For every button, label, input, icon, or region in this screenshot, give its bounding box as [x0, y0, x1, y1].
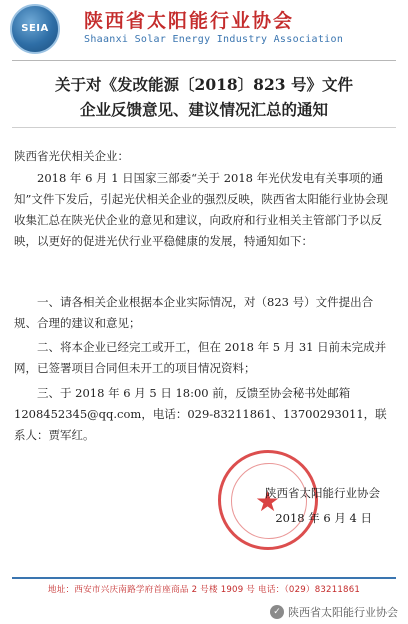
paragraph-item-3: 三、于 2018 年 6 月 5 日 18:00 前，反馈至协会秘书处邮箱 1208452345@qq.com，电话：029-83211861、13700293011，联系人：贾军红。 [14, 386, 387, 442]
signature-org: 陕西省太阳能行业协会 [265, 486, 380, 500]
wechat-icon: ✓ [270, 605, 284, 619]
salutation: 陕西省光伏相关企业： [14, 149, 129, 163]
wechat-account-name: 陕西省太阳能行业协会 [288, 606, 398, 619]
title-line-2: 企业反馈意见、建议情况汇总的通知 [79, 100, 328, 119]
title-divider [12, 127, 396, 128]
footer-address: 地址：西安市兴庆南路学府首座商品 2 号楼 1909 号 电话：（029）83211861 [47, 585, 361, 595]
paragraph-item-2: 二、将本企业已经完工或开工，但在 2018 年 5 月 31 日前未完成并网，已签署项目合同但未开工的项目情况资料； [14, 340, 387, 375]
seal-star-icon: ★ [255, 485, 281, 518]
wechat-account[interactable] [270, 604, 398, 620]
title-line-1: 关于对《发改能源〔2018〕823 号》文件 [55, 75, 353, 94]
logo-text: SEIA [21, 23, 49, 34]
paragraph-intro: 2018 年 6 月 1 日国家三部委“关于 2018 年光伏发电有关事项的通知”文件下发后，引起光伏相关企业的强烈反映，陕西省太阳能行业协会现收集汇总在陕光伏企业的意见和建议，向政府和行业相关主管部门予以反映，以更好的促进光伏行业平稳健康的发展，特通知如下： [14, 171, 388, 248]
signature-date: 2018 年 6 月 4 日 [275, 511, 372, 525]
footer-divider [12, 577, 396, 579]
association-logo [10, 4, 60, 54]
org-name-cn: 陕西省太阳能行业协会 [84, 10, 295, 32]
letterhead [0, 0, 408, 60]
paragraph-item-1: 一、请各相关企业根据本企业实际情况，对（823 号）文件提出合规、合理的建议和意见； [14, 295, 374, 330]
header-divider [12, 60, 396, 61]
notice-title [14, 72, 394, 122]
org-name-en: Shaanxi Solar Energy Industry Association [84, 34, 344, 45]
